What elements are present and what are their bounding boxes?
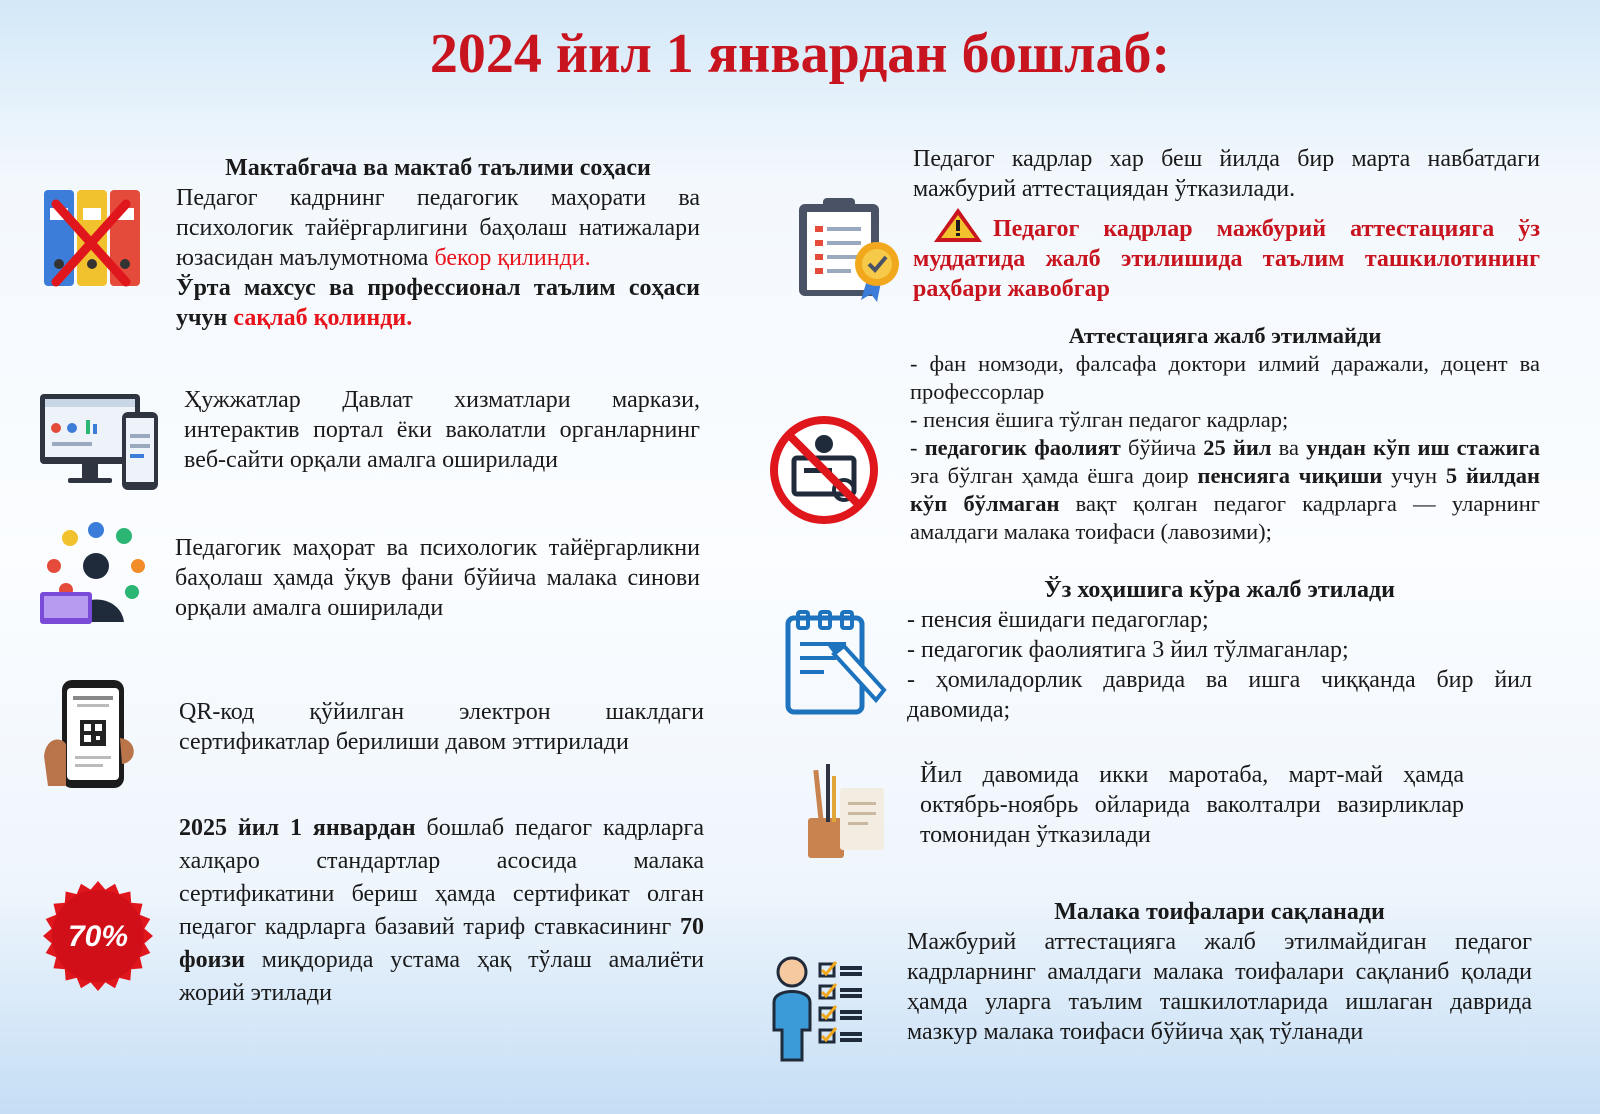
bonus-text: миқдорида устама ҳақ тўлаш амалиёти жорий этилади [179,947,704,1006]
voluntary-item-3: - ҳомиладорлик даврида ва ишга чиққанда бир йил давомида; [907,667,1532,723]
voluntary-heading: Ўз хоҳишига кўра жалб этилади [1044,577,1395,603]
computer-phone-icon [38,390,162,496]
left-block-3 [175,533,700,623]
voluntary-item-1: - пенсия ёшидаги педагоглар; [907,607,1209,633]
warning-text: Педагог кадрлар мажбурий аттестацияга ўз муддатида жалб этилишида таълим ташкилотининг раҳбари жавобгар [913,216,1540,302]
percent-badge-icon [42,880,154,992]
reference-text: Педагог кадрнинг педагогик маҳорати ва психологик тайёргарлигини баҳолаш натижалари юзасидан маълумотнома [176,185,700,271]
right-block-5 [907,897,1532,1047]
vocational-text: Ўрта махсус ва профессионал таълим соҳаси учун [176,275,700,331]
qr-phone-icon [42,678,138,790]
not-involved-heading: Аттестацияга жалб этилмайди [1068,323,1382,348]
date-2025: 2025 йил 1 январдан [179,815,416,841]
right-block-1 [913,144,1540,304]
exempt-item-3: - педагогик фаолият бўйича 25 йил ва ундан кўп иш стажига эга бўлган ҳамда ёшга доир пенсияга чиқиши учун 5 йилдан кўп бўлмаган вақт қолган педагог кадрларга — уларнинг амалдаги малака тоифаси (лавозими); [910,435,1541,544]
no-presentation-icon [768,414,880,526]
pen-stand-icon [804,762,890,862]
certificate-text: бошлаб педагог кадрларга халқаро стандартлар асосида малака сертификатини бериш ҳамда сертификат олган педагог кадрларга базавий тариф ставкасининг [179,815,704,940]
warning-icon [932,206,984,244]
categories-heading: Малака тоифалари сақланади [1054,899,1385,925]
left-block-4 [179,697,704,757]
person-checklist-icon [770,954,866,1064]
person-laptop-icon [36,522,150,626]
school-heading: Мактабгача ва мактаб таълими соҳаси [225,155,651,181]
binders-cross-icon [42,186,144,290]
exempt-item-1: - фан номзоди, фалсафа доктори илмий даражали, доцент ва профессорлар [910,351,1540,404]
categories-text: Мажбурий аттестацияга жалб этилмайдиган педагог кадрларнинг амалдаги малака тоифалари сақланиб қолади ҳамда уларга таълим ташкилотларида ишлаган даврида мазкур малака тоифаси бўйича ҳақ тўланади [907,929,1532,1045]
notepad-pen-icon [784,610,888,716]
page-title: 2024 йил 1 январдан бошлаб: [429,23,1171,85]
left-block-1 [176,153,700,333]
assessment-text: Педагогик маҳорат ва психологик тайёргарликни баҳолаш ҳамда ўқув фани бўйича малака синови орқали амалга оширилади [175,535,700,621]
schedule-text: Йил давомида икки маротаба, март-май ҳамда октябрь-ноябрь ойларида ваколталри вазирликлар томонидан ўтказилади [920,762,1464,848]
voluntary-item-2: - педагогик фаолиятига 3 йил тўлмаганлар; [907,637,1349,663]
left-block-5 [179,812,704,1010]
qr-text: QR-код қўйилган электрон шаклдаги сертификатлар берилиши давом эттирилади [179,699,704,755]
documents-text: Ҳужжатлар Давлат хизматлари маркази, интерактив портал ёки ваколатли органларнинг веб-сайти орқали амалга оширилади [184,387,700,473]
right-block-3 [907,575,1532,725]
seventy-percent: 70 фоизи [179,914,704,973]
kept-text: сақлаб қолинди. [233,305,413,331]
exempt-item-2: - пенсия ёшига тўлган педагог кадрлар; [910,407,1289,432]
clipboard-medal-icon [797,194,907,302]
right-block-2 [910,322,1540,546]
right-block-4 [920,760,1464,850]
attestation-text: Педагог кадрлар хар беш йилда бир марта навбатдаги мажбурий аттестациядан ўтказилади. [913,146,1540,202]
left-block-2 [184,385,700,475]
cancelled-text: бекор қилинди. [434,245,591,271]
percent-badge-label: 70% [67,920,129,953]
